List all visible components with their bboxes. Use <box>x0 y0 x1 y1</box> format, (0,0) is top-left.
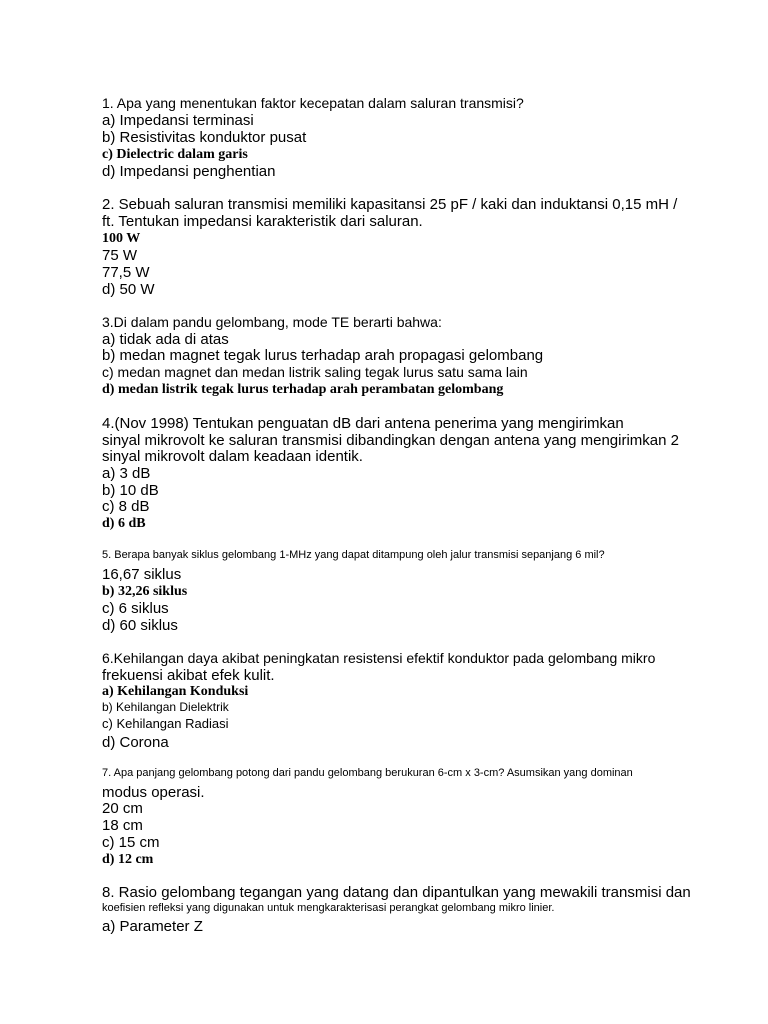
q1-option-b: b) Resistivitas konduktor pusat <box>102 129 307 146</box>
question-7-line-2: modus operasi. <box>102 784 205 801</box>
q1-option-c-answer: c) Dielectric dalam garis <box>102 147 248 162</box>
q6-option-c: c) Kehilangan Radiasi <box>102 716 229 731</box>
q2-option-a-answer: 100 W <box>102 231 141 246</box>
q3-option-a: a) tidak ada di atas <box>102 331 229 348</box>
question-4-line-1: 4.(Nov 1998) Tentukan penguatan dB dari antena penerima yang mengirimkan <box>102 415 624 432</box>
q6-option-d: d) Corona <box>102 734 169 751</box>
question-7-line-1: 7. Apa panjang gelombang potong dari pandu gelombang berukuran 6-cm x 3-cm? Asumsikan yang dominan <box>102 767 633 779</box>
question-5-text: 5. Berapa banyak siklus gelombang 1-MHz yang dapat ditampung oleh jalur transmisi sepanjang 6 mil? <box>102 549 605 561</box>
q2-option-b: 75 W <box>102 247 138 264</box>
q4-option-d-answer: d) 6 dB <box>102 516 146 531</box>
q3-option-b: b) medan magnet tegak lurus terhadap arah propagasi gelombang <box>102 347 544 364</box>
q1-option-a: a) Impedansi terminasi <box>102 112 254 129</box>
question-4-line-3: sinyal mikrovolt dalam keadaan identik. <box>102 448 363 465</box>
question-6-line-2: frekuensi akibat efek kulit. <box>102 667 275 684</box>
question-4-line-2: sinyal mikrovolt ke saluran transmisi dibandingkan dengan antena yang mengirimkan 2 <box>102 432 679 449</box>
q1-option-d: d) Impedansi penghentian <box>102 163 276 180</box>
q7-option-a: 20 cm <box>102 800 143 817</box>
q2-option-d: d) 50 W <box>102 281 155 298</box>
question-1-text: 1. Apa yang menentukan faktor kecepatan dalam saluran transmisi? <box>102 95 524 111</box>
q3-option-d-answer: d) medan listrik tegak lurus terhadap arah perambatan gelombang <box>102 382 504 397</box>
q3-option-c: c) medan magnet dan medan listrik saling tegak lurus satu sama lain <box>102 364 528 380</box>
question-2-line-2: ft. Tentukan impedansi karakteristik dari saluran. <box>102 213 423 230</box>
q7-option-d-answer: d) 12 cm <box>102 852 154 867</box>
q6-option-b: b) Kehilangan Dielektrik <box>102 700 229 714</box>
question-8-line-2: koefisien refleksi yang digunakan untuk mengkarakterisasi perangkat gelombang mikro linier. <box>102 902 555 914</box>
q7-option-b: 18 cm <box>102 817 143 834</box>
question-6-line-1: 6.Kehilangan daya akibat peningkatan resistensi efektif konduktor pada gelombang mikro <box>102 650 656 666</box>
q5-option-d: d) 60 siklus <box>102 617 178 634</box>
q4-option-a: a) 3 dB <box>102 465 151 482</box>
question-3-text: 3.Di dalam pandu gelombang, mode TE berarti bahwa: <box>102 314 442 330</box>
q4-option-b: b) 10 dB <box>102 482 159 499</box>
q8-option-a: a) Parameter Z <box>102 918 203 935</box>
question-2-line-1: 2. Sebuah saluran transmisi memiliki kapasitansi 25 pF / kaki dan induktansi 0,15 mH / <box>102 196 678 213</box>
q5-option-b-answer: b) 32,26 siklus <box>102 584 188 599</box>
q4-option-c: c) 8 dB <box>102 498 150 515</box>
q6-option-a-answer: a) Kehilangan Konduksi <box>102 684 249 699</box>
q5-option-c: c) 6 siklus <box>102 600 169 617</box>
q7-option-c: c) 15 cm <box>102 834 160 851</box>
q2-option-c: 77,5 W <box>102 264 150 281</box>
question-8-line-1: 8. Rasio gelombang tegangan yang datang dan dipantulkan yang mewakili transmisi dan <box>102 884 691 901</box>
q5-option-a: 16,67 siklus <box>102 566 182 583</box>
